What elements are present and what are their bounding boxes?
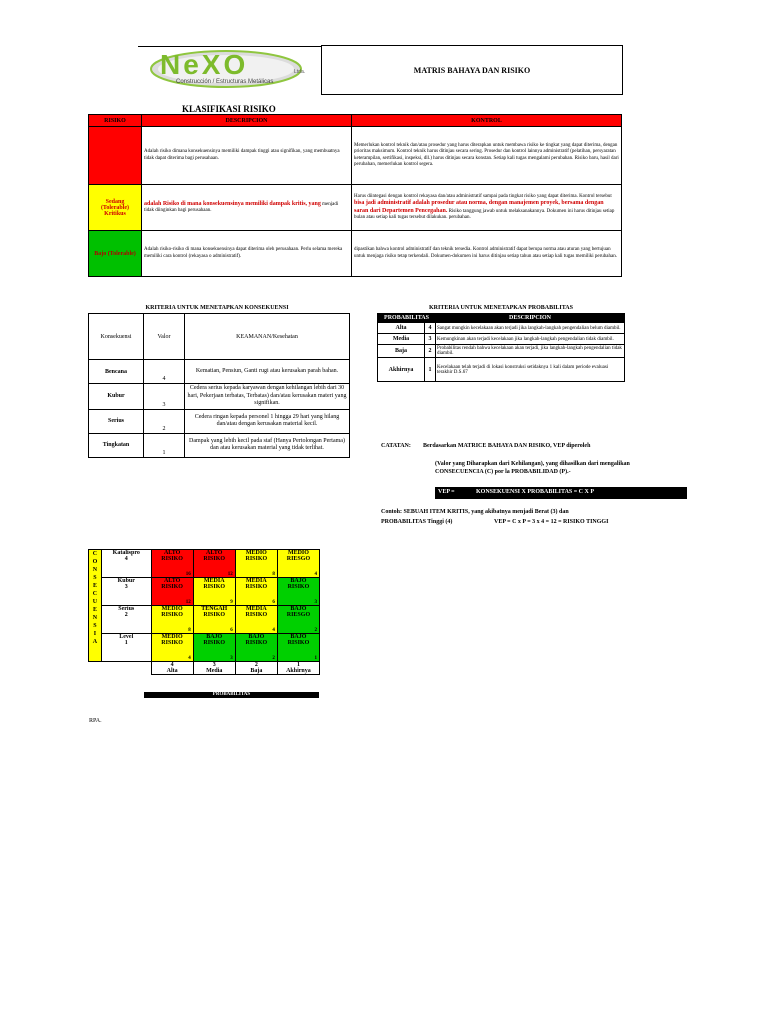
matrix-spacer <box>101 662 151 675</box>
cell-risk: RISIKO <box>203 556 226 562</box>
risk-kontrol-medium-text: Risiko tanggung jawab untuk melaksanakannya. Dokumen ini harus ditinjau setiap bulan atau setiap kali tugas tersebut dilakukan. perubahan. <box>354 208 615 220</box>
side-letter: E <box>92 583 97 589</box>
prob-header-row <box>378 314 625 323</box>
col-num: 2 <box>254 662 258 668</box>
prob-header-desc: DESCRIPCION <box>436 314 625 323</box>
kons-desc: Cedera ringan kepada personel 1 hingga 29 hari yang hilang dan/atau dengan kerusakan material kecil. <box>185 409 350 433</box>
prob-row <box>378 323 625 334</box>
document-title: MATRIS BAHAYA DAN RISIKO <box>321 45 623 95</box>
risk-classification-table <box>88 114 622 277</box>
header-kontrol: KONTROL <box>352 115 622 127</box>
matrix-cell <box>235 606 277 634</box>
prob-desc: Sangat mungkin kecelakaan akan terjadi jika langkah-langkah pengendalian belum diambil. <box>436 323 625 334</box>
matrix-row-header <box>101 550 151 578</box>
konsekuensi-table <box>88 313 350 458</box>
cell-score: 6 <box>272 600 275 605</box>
kons-valor: 4 <box>144 360 185 384</box>
risk-row-medium <box>89 185 622 231</box>
footnote: RPA. <box>89 718 102 724</box>
cell-score: 2 <box>272 656 275 661</box>
cell-score: 12 <box>227 572 233 577</box>
prob-row <box>378 334 625 345</box>
cell-risk: RISIKO <box>161 612 183 618</box>
risk-desc-medium-text: menjadi tidak diinginkan bagi perusahaan. <box>144 201 339 214</box>
side-letter: N <box>92 567 98 573</box>
prob-row <box>378 358 625 382</box>
prob-val: 3 <box>425 334 436 345</box>
matrix-row-header <box>101 606 151 634</box>
kons-header-desc: KEAMANAN/Kesehatan <box>185 314 350 360</box>
cell-risk: RISIKO <box>245 640 268 646</box>
prob-name: Alta <box>378 323 425 334</box>
row-label: Level <box>119 634 134 640</box>
matrix-row-header <box>101 634 151 662</box>
cell-score: 4 <box>188 656 191 661</box>
logo-text: NeXO <box>160 49 249 80</box>
logo-tag: Ltda. <box>294 69 306 75</box>
risk-matrix <box>88 549 320 675</box>
matrix-cell <box>235 550 277 578</box>
risk-row-low <box>89 231 622 277</box>
kons-row <box>89 433 350 457</box>
matrix-row <box>89 578 320 606</box>
matrix-column-labels <box>89 662 320 675</box>
kons-desc: Kematian, Pensiun, Ganti rugi atau kerusakan parah bahan. <box>185 360 350 384</box>
row-num: 2 <box>124 612 128 618</box>
cell-level: MEDIA <box>245 578 267 584</box>
cell-level: MEDIO <box>245 550 267 556</box>
risk-kontrol-medium <box>352 185 622 231</box>
kons-name: Kubur <box>89 384 144 410</box>
kons-header-name: Konsekuensi <box>89 314 144 360</box>
cell-risk: RISIKO <box>287 640 310 646</box>
side-letter: O <box>92 559 98 565</box>
matrix-spacer <box>89 662 102 675</box>
cell-level: TENGAH <box>201 606 228 612</box>
example-line-2: PROBABILITAS Tinggi (4) <box>381 519 453 525</box>
risk-desc-high: Adalah risiko dimana konsekuensinya memiliki dampak tinggi atau signifikan, yang membuatnya tidak dapat diterima bagi perusahaan. <box>142 127 352 185</box>
risk-desc-low: Adalah risiko-risiko di mana konsekuensinya dapat diterima oleh perusahaan. Perlu selama mereka memiliki cara kontrol (rekayasa o administratif). <box>142 231 352 277</box>
cell-score: 12 <box>185 600 191 605</box>
side-letter: I <box>93 631 97 637</box>
cell-score: 9 <box>230 600 233 605</box>
side-letter: N <box>92 615 98 621</box>
logo-subtitle: Construcción / Estructuras Metálicas <box>176 79 274 85</box>
cell-risk: RISIKO <box>245 612 268 618</box>
matrix-cell <box>277 634 319 662</box>
cell-score: 6 <box>230 628 233 633</box>
cell-level: MEDIA <box>245 606 267 612</box>
matrix-cell <box>277 550 319 578</box>
cell-risk: RISIKO <box>203 584 226 590</box>
kons-desc: Cedera serius kepada karyawan dengan kehilangan lebih dari 30 hari, Pekerjaan terbatas, Terbatas) dan/atau kerusakan materi yang signifikan. <box>185 384 350 410</box>
cell-level: ALTO <box>163 578 181 584</box>
kons-row <box>89 384 350 410</box>
side-letter: C <box>92 591 98 597</box>
kons-name: Bencana <box>89 360 144 384</box>
matrix-cell <box>277 578 319 606</box>
matrix-col-label <box>277 662 319 675</box>
kons-valor: 1 <box>144 433 185 457</box>
cell-level: MEDIO <box>287 550 309 556</box>
row-num: 3 <box>124 584 128 590</box>
example-line-1: Contoh: SEBUAH ITEM KRITIS, yang akibatnya menjadi Berat (3) dan <box>381 509 569 515</box>
cell-level: BAJO <box>290 578 307 584</box>
risk-color-high <box>89 127 142 185</box>
cell-level: BAJO <box>248 634 265 640</box>
prob-desc: Kemungkinan akan terjadi kecelakaan jika langkah-langkah pengendalian tidak diambil. <box>436 334 625 345</box>
cell-risk: RISIKO <box>245 556 268 562</box>
matrix-cell <box>193 550 235 578</box>
col-num: 4 <box>170 662 174 668</box>
matrix-side-label <box>89 550 102 662</box>
cell-score: 1 <box>314 656 317 661</box>
cell-risk: RISIKO <box>245 584 268 590</box>
probabilitas-title: KRITERIA UNTUK MENETAPKAN PROBABILITAS <box>429 305 573 311</box>
matrix-cell <box>151 550 193 578</box>
prob-val: 2 <box>425 345 436 358</box>
cell-level: MEDIO <box>161 634 183 640</box>
cell-score: 2 <box>314 628 317 633</box>
prob-header-name: PROBABILITAS <box>378 314 436 323</box>
prob-name: Akhirnya <box>378 358 425 382</box>
side-letter: U <box>92 599 98 605</box>
vep-formula-box <box>435 487 687 499</box>
matrix-cell <box>151 578 193 606</box>
kons-row <box>89 409 350 433</box>
risk-kontrol-medium-top: Harus diintegasi dengan kontrol rekayasa dan/atau administratif sampai pada tingkat risiko yang dapat diterima. Kontrol tersebut <box>354 193 612 199</box>
probabilitas-table <box>377 313 625 382</box>
prob-name: Media <box>378 334 425 345</box>
matrix-col-label <box>235 662 277 675</box>
cell-score: 3 <box>314 600 317 605</box>
risk-label-medium: Sedang (Tolerable) Kritikus <box>89 185 142 231</box>
kons-name: Tingkatan <box>89 433 144 457</box>
kons-valor: 3 <box>144 384 185 410</box>
kons-name: Serius <box>89 409 144 433</box>
prob-desc: Probabilitas rendah bahwa kecelakaan akan terjadi, jika langkah-langkah pengendalian tidak diambil. <box>436 345 625 358</box>
side-letter: E <box>92 607 97 613</box>
col-name: Baja <box>250 668 263 674</box>
row-label: Katalispro <box>112 550 140 556</box>
matrix-cell <box>193 606 235 634</box>
matrix-cell <box>193 634 235 662</box>
cell-score: 4 <box>272 628 275 633</box>
logo-area <box>138 46 321 95</box>
header-risiko: RISIKO <box>89 115 142 127</box>
row-label: Serius <box>118 606 135 612</box>
matrix-col-label <box>193 662 235 675</box>
col-num: 3 <box>212 662 216 668</box>
matrix-col-label <box>151 662 193 675</box>
konsekuensi-title: KRITERIA UNTUK MENETAPKAN KONSEKUENSI <box>145 305 289 311</box>
matrix-row-header <box>101 578 151 606</box>
catatan-text: Berdasarkan MATRICE BAHAYA DAN RISIKO, VEP diperoleh <box>423 443 591 449</box>
side-letter: C <box>92 551 98 557</box>
cell-risk: RISIKO <box>161 584 183 590</box>
cell-level: MEDIA <box>203 578 225 584</box>
kons-row <box>89 360 350 384</box>
kons-desc: Dampak yang lebih kecil pada staf (Hanya Pertolongan Pertama) dan atau kerusakan material yang tidak terlihat. <box>185 433 350 457</box>
col-name: Akhirnya <box>286 668 311 674</box>
row-num: 1 <box>124 640 128 646</box>
cell-risk: RISIKO <box>203 640 226 646</box>
cell-risk: RISIKO <box>161 640 183 646</box>
col-num: 1 <box>296 662 300 668</box>
cell-risk: RIESGO <box>286 556 311 562</box>
cell-risk: RISIKO <box>161 556 183 562</box>
row-label: Kubur <box>117 578 135 584</box>
risk-desc-medium <box>142 185 352 231</box>
matrix-row <box>89 606 320 634</box>
cell-level: BAJO <box>290 634 307 640</box>
matrix-cell <box>151 634 193 662</box>
matrix-cell <box>235 634 277 662</box>
risk-kontrol-medium-strong: bisa jadi administratif adalah prosedur atau norma, dengan manajemen proyek, bersama dengan saran dari Departemen Pencegahan. <box>354 200 604 214</box>
prob-val: 1 <box>425 358 436 382</box>
cell-level: MEDIO <box>161 606 183 612</box>
side-letter: A <box>92 639 98 645</box>
cell-score: 3 <box>230 656 233 661</box>
side-letter: S <box>93 575 97 581</box>
kons-header-valor: Valor <box>144 314 185 360</box>
side-letter: S <box>93 623 97 629</box>
matrix-row <box>89 550 320 578</box>
cell-score: 8 <box>272 572 275 577</box>
cell-level: BAJO <box>290 606 307 612</box>
risk-table-header <box>89 115 622 127</box>
col-name: Media <box>206 668 223 674</box>
note-line-3: CONSECUENCIA (C) por la PROBABILIDAD (P).- <box>435 469 571 475</box>
prob-val: 4 <box>425 323 436 334</box>
vep-label: VEP = <box>438 489 455 495</box>
cell-score: 8 <box>188 628 191 633</box>
cell-level: ALTO <box>206 550 223 556</box>
prob-desc: Kecelakaan telah terjadi di lokasi konstruksi setidaknya 1 kali dalam periode evaluasi terakhir D.S.67 <box>436 358 625 382</box>
risk-desc-medium-strong: adalah Risiko di mana konsekuensinya memiliki dampak kritis, yang <box>144 200 321 207</box>
matrix-cell <box>235 578 277 606</box>
cell-risk: RISIKO <box>287 584 310 590</box>
risk-row-high <box>89 127 622 185</box>
header-descripcion: DESCRIPCION <box>142 115 352 127</box>
cell-score: 16 <box>185 572 191 577</box>
kons-valor: 2 <box>144 409 185 433</box>
matrix-cell <box>193 578 235 606</box>
matrix-row <box>89 634 320 662</box>
risk-label-low: Bajo (Tolerable) <box>89 231 142 277</box>
klasifikasi-title: KLASIFIKASI RISIKO <box>182 104 276 114</box>
matrix-cell <box>151 606 193 634</box>
cell-level: ALTO <box>163 550 181 556</box>
prob-row <box>378 345 625 358</box>
cell-score: 4 <box>314 572 317 577</box>
prob-name: Baja <box>378 345 425 358</box>
col-name: Alta <box>166 668 178 674</box>
row-num: 4 <box>124 556 128 562</box>
example-line-3: VEP = C x P = 3 x 4 = 12 = RISIKO TINGGI <box>494 519 609 525</box>
note-line-2: (Valor yang Diharapkan dari Kehilangan), yang dihasilkan dari mengalikan <box>435 461 630 467</box>
kons-header-row <box>89 314 350 360</box>
matrix-cell <box>277 606 319 634</box>
risk-kontrol-low: dipastikan bahwa kontrol administratif dan teknik tersedia. Kontrol administratif dapat berupa norma atau aturan yang bertujuan untuk menjaga risiko tetap terkendali. Dokumen-dokumen ini harus ditinjau setiap tahun atau setiap kali tugas memiliki perubahan. <box>352 231 622 277</box>
probabilitas-axis-label: PROBABILITAS <box>144 692 319 698</box>
cell-risk: RIESGO <box>286 612 311 618</box>
vep-formula: KONSEKUENSI X PROBABILITAS = C X P <box>476 489 594 495</box>
cell-risk: RISIKO <box>203 612 226 618</box>
cell-level: BAJO <box>206 634 223 640</box>
catatan-label: CATATAN: <box>381 443 411 449</box>
risk-kontrol-high: Memerlukan kontrol teknik dan/atau prosedur yang harus diterapkan untuk membawa risiko ke tingkat yang dapat diterima, dengan prioritas maksimum. Kontrol teknik harus ditinjau secara sering. Prosedur dan kontrol lainnya administratif (pelatihan, persyaratan keterampilan, sertifikasi, inspeksi, dll.) harus ditinjau secara konstan. Setiap kali tugas mengalami perubahan. Risiko baru, hasil dari perubahan, memerlukan kontrol segera. <box>352 127 622 185</box>
